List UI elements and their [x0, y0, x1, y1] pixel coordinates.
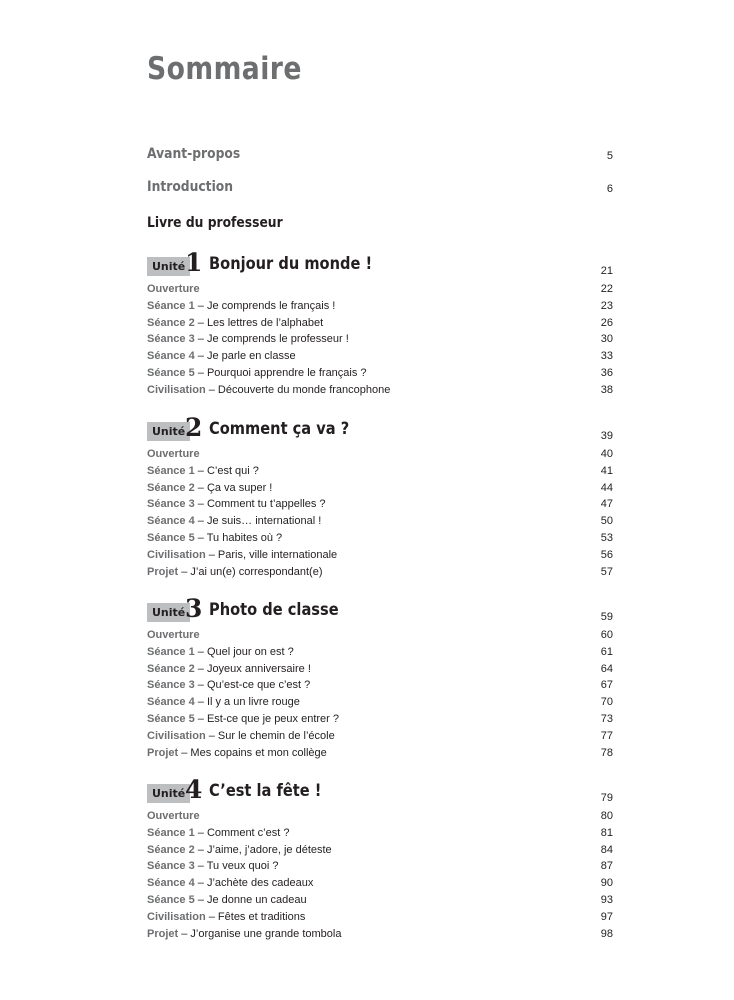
unit-block — [147, 413, 613, 580]
toc-entry[interactable] — [147, 858, 613, 875]
page-title: Sommaire — [147, 51, 302, 87]
toc-entry[interactable] — [147, 808, 613, 825]
entry-separator: – — [194, 515, 207, 528]
toc-entry[interactable] — [147, 446, 613, 463]
entry-page: 64 — [600, 662, 613, 675]
toc-entry[interactable] — [147, 728, 613, 745]
toc-entry[interactable] — [147, 331, 613, 348]
unit-title: C’est la fête ! — [209, 781, 322, 801]
entry-page: 56 — [600, 548, 613, 561]
toc-entry[interactable] — [147, 694, 613, 711]
entry-label: Séance 4 — [147, 696, 195, 709]
entry-label: Séance 1 — [147, 826, 195, 839]
toc-entry[interactable] — [147, 711, 613, 728]
toc-entry[interactable] — [147, 842, 613, 859]
entry-title: Sur le chemin de l’école — [217, 729, 335, 742]
entry-separator: – — [194, 350, 207, 363]
entry-title: Je suis… international ! — [206, 515, 322, 528]
entry-label: Séance 2 — [147, 843, 195, 856]
unit-entries — [147, 281, 613, 399]
entry-label: Séance 5 — [147, 366, 195, 379]
toc-entry[interactable] — [147, 382, 613, 399]
entry-label: Séance 1 — [147, 645, 195, 658]
entry-title: Je comprends le français ! — [206, 299, 336, 312]
entry-page: 23 — [600, 299, 613, 312]
entry-title: Quel jour on est ? — [206, 645, 294, 658]
entry-label: Séance 2 — [147, 662, 195, 675]
toc-entry[interactable] — [147, 513, 613, 530]
entry-separator: – — [194, 679, 207, 692]
entry-separator: – — [205, 548, 218, 561]
entry-separator: – — [178, 927, 191, 940]
toc-entry-avant-propos[interactable] — [147, 145, 613, 165]
unit-badge: Unité — [147, 784, 190, 803]
toc-entry[interactable] — [147, 745, 613, 762]
toc-entry[interactable] — [147, 909, 613, 926]
entry-title: Je comprends le professeur ! — [206, 333, 349, 346]
entry-separator: – — [194, 333, 207, 346]
toc-entry-page: 6 — [606, 183, 613, 195]
entry-title: Fêtes et traditions — [217, 910, 306, 923]
unit-header[interactable] — [147, 248, 613, 281]
entry-title: J’achète des cadeaux — [206, 877, 314, 890]
unit-page: 39 — [600, 430, 613, 442]
entry-separator: – — [205, 383, 218, 396]
toc-entry[interactable] — [147, 496, 613, 513]
unit-block — [147, 594, 613, 761]
entry-title: Je donne un cadeau — [206, 893, 307, 906]
entry-label: Séance 2 — [147, 481, 195, 494]
entry-label: Séance 2 — [147, 316, 195, 329]
entry-title: J’organise une grande tombola — [190, 927, 342, 940]
entry-title: J’aime, j’adore, je déteste — [206, 843, 332, 856]
toc-entry[interactable] — [147, 315, 613, 332]
unit-block — [147, 248, 613, 399]
toc-entry-page: 5 — [606, 150, 613, 162]
unit-header[interactable] — [147, 594, 613, 627]
entry-label: Séance 4 — [147, 350, 195, 363]
entry-page: 40 — [600, 448, 613, 460]
entry-label: Projet — [147, 746, 179, 759]
entry-label: Séance 4 — [147, 877, 195, 890]
toc-entry[interactable] — [147, 825, 613, 842]
unit-badge: Unité — [147, 422, 190, 441]
entry-separator: – — [194, 316, 207, 329]
entry-label: Séance 1 — [147, 299, 195, 312]
entry-page: 97 — [600, 910, 613, 923]
toc-entry[interactable] — [147, 463, 613, 480]
entry-page: 30 — [600, 333, 613, 346]
entry-title: Tu habites où ? — [206, 531, 283, 544]
toc-entry-title: Avant-propos — [147, 146, 241, 162]
entry-title: Ça va super ! — [206, 481, 273, 494]
toc-entry[interactable] — [147, 875, 613, 892]
toc-entry[interactable] — [147, 480, 613, 497]
entry-title: Comment c’est ? — [206, 826, 290, 839]
entry-title: Joyeux anniversaire ! — [206, 662, 311, 675]
entry-page: 33 — [600, 350, 613, 363]
toc-entry-title: Introduction — [147, 179, 234, 195]
entry-label: Ouverture — [147, 629, 200, 641]
entry-label: Ouverture — [147, 448, 200, 460]
entry-separator: – — [194, 498, 207, 511]
entry-separator: – — [194, 893, 207, 906]
entry-separator: – — [194, 696, 207, 709]
entry-page: 67 — [600, 679, 613, 692]
entry-page: 98 — [600, 927, 613, 940]
toc-entry[interactable] — [147, 892, 613, 909]
entry-title: Comment tu t’appelles ? — [206, 498, 326, 511]
toc-entry[interactable] — [147, 365, 613, 382]
entry-separator: – — [194, 712, 207, 725]
entry-separator: – — [194, 366, 207, 379]
entry-title: Il y a un livre rouge — [206, 696, 300, 709]
unit-number: 1 — [185, 248, 203, 277]
unit-page: 79 — [600, 792, 613, 804]
entry-title: Qu’est-ce que c’est ? — [206, 679, 311, 692]
unit-badge: Unité — [147, 257, 190, 276]
unit-number: 4 — [185, 775, 203, 804]
section-title: Livre du professeur — [147, 215, 283, 231]
entry-separator: – — [194, 481, 207, 494]
unit-number: 3 — [185, 594, 203, 623]
unit-badge: Unité — [147, 603, 190, 622]
entry-title: Pourquoi apprendre le français ? — [206, 366, 367, 379]
entry-label: Séance 3 — [147, 860, 195, 873]
entry-label: Séance 3 — [147, 679, 195, 692]
entry-separator: – — [178, 565, 191, 578]
toc-entry[interactable] — [147, 348, 613, 365]
entry-label: Ouverture — [147, 810, 200, 822]
entry-page: 81 — [600, 826, 613, 839]
toc-entry[interactable] — [147, 661, 613, 678]
entry-label: Séance 3 — [147, 333, 195, 346]
entry-page: 78 — [600, 746, 613, 759]
entry-label: Projet — [147, 927, 179, 940]
unit-number: 2 — [185, 413, 203, 442]
entry-page: 73 — [600, 712, 613, 725]
entry-separator: – — [194, 464, 207, 477]
unit-page: 59 — [600, 611, 613, 623]
unit-header[interactable] — [147, 413, 613, 446]
unit-title: Comment ça va ? — [209, 419, 350, 439]
entry-separator: – — [194, 662, 207, 675]
unit-entries — [147, 808, 613, 942]
toc-entry[interactable] — [147, 298, 613, 315]
unit-header[interactable] — [147, 775, 613, 808]
entry-page: 90 — [600, 877, 613, 890]
entry-page: 61 — [600, 645, 613, 658]
entry-separator: – — [194, 843, 207, 856]
entry-title: Mes copains et mon collège — [190, 746, 327, 759]
entry-page: 47 — [600, 498, 613, 511]
entry-label: Ouverture — [147, 283, 200, 295]
entry-label: Civilisation — [147, 383, 206, 396]
unit-entries — [147, 627, 613, 761]
entry-label: Séance 1 — [147, 464, 195, 477]
entry-separator: – — [194, 531, 207, 544]
entry-page: 53 — [600, 531, 613, 544]
toc-entry[interactable] — [147, 627, 613, 644]
toc-entry-introduction[interactable] — [147, 178, 613, 198]
entry-page: 57 — [600, 565, 613, 578]
entry-page: 77 — [600, 729, 613, 742]
entry-label: Civilisation — [147, 729, 206, 742]
toc-entry[interactable] — [147, 564, 613, 581]
unit-title: Bonjour du monde ! — [209, 254, 373, 274]
entry-separator: – — [194, 826, 207, 839]
toc-entry[interactable] — [147, 547, 613, 564]
unit-title: Photo de classe — [209, 600, 339, 620]
entry-page: 80 — [600, 810, 613, 822]
entry-page: 50 — [600, 515, 613, 528]
entry-label: Séance 5 — [147, 531, 195, 544]
unit-page: 21 — [600, 265, 613, 277]
entry-label: Séance 3 — [147, 498, 195, 511]
entry-label: Séance 5 — [147, 712, 195, 725]
entry-label: Civilisation — [147, 548, 206, 561]
entry-page: 22 — [600, 283, 613, 295]
entry-title: Paris, ville internationale — [217, 548, 338, 561]
entry-title: C’est qui ? — [206, 464, 259, 477]
entry-page: 70 — [600, 696, 613, 709]
entry-page: 84 — [600, 843, 613, 856]
entry-title: Je parle en classe — [206, 350, 296, 363]
entry-separator: – — [194, 860, 207, 873]
unit-entries — [147, 446, 613, 580]
entry-label: Séance 5 — [147, 893, 195, 906]
entry-title: Découverte du monde francophone — [217, 383, 391, 396]
toc-entry[interactable] — [147, 677, 613, 694]
entry-label: Civilisation — [147, 910, 206, 923]
entry-page: 60 — [600, 629, 613, 641]
entry-title: J’ai un(e) correspondant(e) — [190, 565, 323, 578]
entry-page: 44 — [600, 481, 613, 494]
entry-page: 26 — [600, 316, 613, 329]
toc-entry[interactable] — [147, 926, 613, 943]
entry-page: 38 — [600, 383, 613, 396]
entry-page: 93 — [600, 893, 613, 906]
entry-title: Est-ce que je peux entrer ? — [206, 712, 340, 725]
toc-entry[interactable] — [147, 530, 613, 547]
entry-separator: – — [205, 910, 218, 923]
entry-separator: – — [205, 729, 218, 742]
entry-page: 41 — [600, 464, 613, 477]
entry-separator: – — [194, 877, 207, 890]
entry-separator: – — [178, 746, 191, 759]
entry-page: 36 — [600, 366, 613, 379]
entry-title: Les lettres de l’alphabet — [206, 316, 324, 329]
toc-entry[interactable] — [147, 644, 613, 661]
entry-page: 87 — [600, 860, 613, 873]
entry-label: Séance 4 — [147, 515, 195, 528]
entry-title: Tu veux quoi ? — [206, 860, 279, 873]
unit-block — [147, 775, 613, 942]
entry-separator: – — [194, 299, 207, 312]
entry-label: Projet — [147, 565, 179, 578]
toc-entry[interactable] — [147, 281, 613, 298]
entry-separator: – — [194, 645, 207, 658]
